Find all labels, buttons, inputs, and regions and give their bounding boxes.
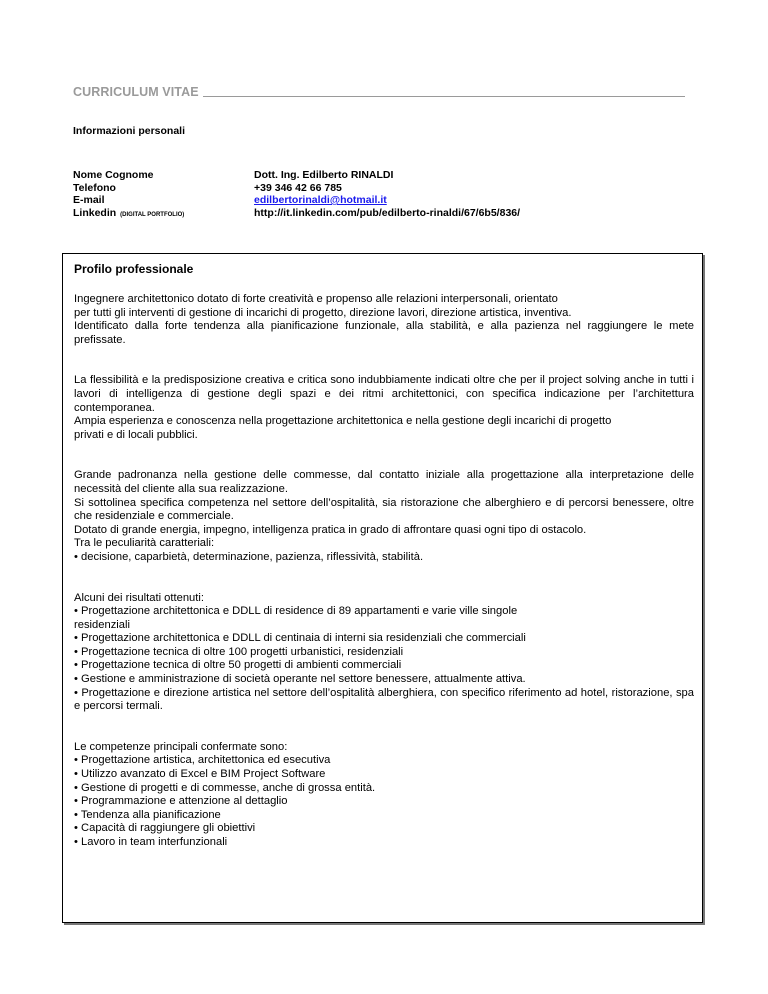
text-line: Le competenze principali confermate sono: <box>74 740 288 753</box>
text-line: per tutti gli interventi di gestione di incarichi di progetto, direzione lavori, direzione artistica, inventiva. <box>74 306 572 319</box>
text-line: privati e di locali pubblici. <box>74 428 198 441</box>
linkedin-label-note: (DIGITAL PORTFOLIO) <box>120 211 185 218</box>
name-label: Nome Cognome <box>73 169 154 181</box>
text-line: • decisione, caparbietà, determinazione, pazienza, riflessività, stabilità. <box>74 550 424 563</box>
profile-title: Profilo professionale <box>74 262 194 276</box>
text-line: • Gestione di progetti e di commesse, anche di grossa entità. <box>74 781 376 794</box>
email-link[interactable]: edilbertorinaldi@hotmail.it <box>254 194 387 206</box>
name-value: Dott. Ing. Edilberto RINALDI <box>254 169 394 181</box>
phone-label: Telefono <box>73 181 116 194</box>
text-line: • Progettazione architettonica e DDLL di residence di 89 appartamenti e varie ville singole <box>74 605 518 618</box>
text-line: • Programmazione e attenzione al dettaglio <box>74 795 288 808</box>
text-line: • Progettazione tecnica di oltre 50 progetti di ambienti commerciali <box>74 659 402 672</box>
profile-paragraph-2 <box>74 374 694 442</box>
document-header <box>73 85 685 99</box>
text-line: Ingegnere architettonico dotato di forte creatività e propenso alle relazioni interpersonali, orientato <box>74 293 558 305</box>
email-label: E-mail <box>73 194 105 206</box>
profile-paragraph-4 <box>74 592 694 714</box>
text-line: Tra le peculiarità caratteriali: <box>74 537 215 550</box>
text-line: • Gestione e amministrazione di società operante nel settore benessere, attualmente attiva. <box>74 673 526 686</box>
text-line: Grande padronanza nella gestione delle commesse, dal contatto iniziale alla progettazione alla interpretazione delle necessità del cliente alla sua realizzazione. <box>74 469 694 495</box>
text-line: • Progettazione tecnica di oltre 100 progetti urbanistici, residenziali <box>74 645 404 658</box>
text-line: La flessibilità e la predisposizione creativa e critica sono indubbiamente indicati oltre che per il project solving anche in tutti i lavori di intelligenza di gestione degli spazi e dei ritmi architettonici, con specifica indicazione per l’architettura contemporanea. <box>74 374 694 414</box>
text-line: Ampia esperienza e conoscenza nella progettazione architettonica e nella gestione degli incarichi di progetto <box>74 415 612 428</box>
info-row-phone <box>73 182 520 195</box>
text-line: • Capacità di raggiungere gli obiettivi <box>74 822 256 835</box>
text-line: • Progettazione e direzione artistica nel settore dell’ospitalità alberghiera, con specifico riferimento ad hotel, ristorazione, spa e percorsi termali. <box>74 686 694 713</box>
text-line: • Progettazione architettonica e DDLL di centinaia di interni sia residenziali che commerciali <box>74 632 526 645</box>
text-line: Identificato dalla forte tendenza alla pianificazione funzionale, alla stabilità, e alla pazienza nel raggiungere le mete prefissate. <box>74 320 694 346</box>
profile-paragraph-5 <box>74 741 694 850</box>
text-line: • Utilizzo avanzato di Excel e BIM Project Software <box>74 768 326 781</box>
document-title: CURRICULUM VITAE <box>73 85 199 99</box>
text-line: Alcuni dei risultati ottenuti: <box>74 591 204 604</box>
phone-value: +39 346 42 66 785 <box>254 181 342 194</box>
linkedin-label-wrap <box>73 207 254 220</box>
header-rule <box>203 96 685 97</box>
linkedin-label: Linkedin <box>73 206 117 219</box>
profile-box <box>62 253 703 923</box>
text-line: residenziali <box>74 618 130 631</box>
info-row-name <box>73 169 520 182</box>
info-row-email <box>73 194 520 207</box>
info-row-linkedin <box>73 207 520 220</box>
text-line: • Tendenza alla pianificazione <box>74 808 221 821</box>
text-line: Si sottolinea specifica competenza nel settore dell’ospitalità, sia ristorazione che alberghiero e di percorsi benessere, oltre che residenziale e commerciale. <box>74 496 694 523</box>
personal-info-table <box>73 169 520 219</box>
text-line: • Progettazione artistica, architettonica ed esecutiva <box>74 754 331 767</box>
text-line: • Lavoro in team interfunzionali <box>74 836 228 848</box>
profile-paragraph-1 <box>74 293 694 347</box>
personal-info-heading: Informazioni personali <box>73 125 186 137</box>
text-line: Dotato di grande energia, impegno, intelligenza pratica in grado di affrontare quasi ogni tipo di ostacolo. <box>74 523 587 536</box>
profile-paragraph-3 <box>74 469 694 564</box>
linkedin-url: http://it.linkedin.com/pub/edilberto-rinaldi/67/6b5/836/ <box>254 206 521 219</box>
